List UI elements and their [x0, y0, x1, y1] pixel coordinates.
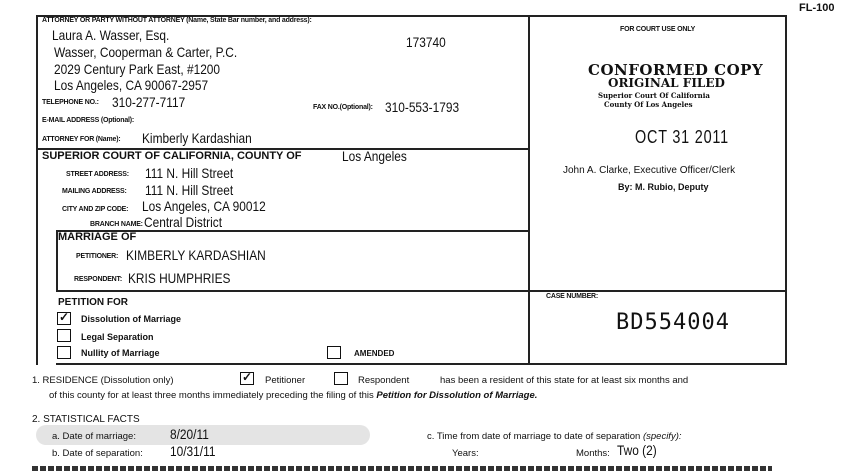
date-of-marriage-value: 8/20/11 [170, 426, 209, 442]
attorney-for-label: ATTORNEY FOR (Name): [42, 136, 121, 143]
deputy-name: By: M. Rubio, Deputy [618, 182, 709, 192]
checkmark-icon: ✓ [59, 310, 70, 324]
attorney-for-value: Kimberly Kardashian [142, 130, 252, 146]
caption-left-border [36, 15, 38, 365]
years-label: Years: [452, 448, 479, 459]
specify-text: (specify): [642, 431, 682, 442]
petitioner-value: KIMBERLY KARDASHIAN [126, 247, 266, 263]
fax-label: FAX NO.(Optional): [313, 104, 373, 111]
mailing-address-label: MAILING ADDRESS: [62, 188, 127, 195]
months-label: Months: [576, 448, 610, 459]
attorney-header-label: ATTORNEY OR PARTY WITHOUT ATTORNEY (Name, State Bar number, and address): [42, 17, 312, 24]
case-number-label: CASE NUMBER: [546, 293, 599, 300]
respondent-label: RESPONDENT: [74, 276, 122, 283]
checkmark-icon: ✓ [242, 370, 253, 384]
stamp-county: County Of Los Angeles [604, 100, 693, 109]
date-of-separation-label: b. Date of separation: [52, 448, 143, 459]
stamp-superior-court: Superior Court Of California [598, 91, 710, 100]
petition-title-italic: Petition for Dissolution of Marriage. [376, 390, 538, 401]
residence-respondent-checkbox[interactable] [334, 372, 348, 385]
date-of-marriage-label: a. Date of marriage: [52, 431, 136, 442]
fax-value: 310-553-1793 [385, 99, 460, 115]
email-label: E-MAIL ADDRESS (Optional): [42, 117, 135, 124]
court-label: SUPERIOR COURT OF CALIFORNIA, COUNTY OF [42, 150, 302, 162]
branch-name-label: BRANCH NAME: [90, 221, 143, 228]
residence-petitioner-label: Petitioner [265, 375, 306, 386]
case-number-value: BD554004 [616, 310, 730, 335]
telephone-label: TELEPHONE NO.: [42, 99, 99, 106]
months-value: Two (2) [617, 442, 657, 458]
dissolution-checkbox[interactable] [57, 312, 71, 325]
residence-respondent-label: Respondent [358, 375, 410, 386]
street-address-label: STREET ADDRESS: [66, 171, 129, 178]
residence-requirement-text: of this county for at least three months immediately preceding the filing of this [49, 390, 377, 401]
legal-separation-label: Legal Separation [81, 332, 154, 342]
date-of-separation-value: 10/31/11 [170, 443, 216, 459]
attorney-address2: Los Angeles, CA 90067-2957 [54, 77, 209, 93]
attorney-firm: Wasser, Cooperman & Carter, P.C. [54, 44, 238, 60]
stamp-conformed-copy: CONFORMED COPY [588, 61, 764, 79]
nullity-label: Nullity of Marriage [81, 348, 160, 358]
court-county: Los Angeles [342, 148, 407, 164]
legal-separation-checkbox[interactable] [57, 329, 71, 342]
filed-date: OCT 31 2011 [635, 127, 729, 147]
mailing-address-value: 111 N. Hill Street [145, 182, 234, 198]
caption-right-border [785, 15, 787, 365]
statistical-facts-title: 2. STATISTICAL FACTS [32, 414, 140, 425]
time-between-text: c. Time from date of marriage to date of separation [427, 431, 641, 442]
petition-divider [56, 290, 785, 292]
marriage-title: MARRIAGE OF [58, 231, 137, 243]
street-address-value: 111 N. Hill Street [145, 165, 234, 181]
residence-text: 1. RESIDENCE (Dissolution only) [32, 375, 174, 386]
residence-petitioner-checkbox[interactable] [240, 372, 254, 385]
court-use-label: FOR COURT USE ONLY [620, 26, 696, 33]
clerk-name: John A. Clarke, Executive Officer/Clerk [563, 165, 736, 176]
city-zip-value: Los Angeles, CA 90012 [142, 198, 266, 214]
attorney-bar-number: 173740 [406, 34, 446, 50]
time-between-label [427, 431, 682, 442]
amended-checkbox[interactable] [327, 346, 341, 359]
respondent-value: KRIS HUMPHRIES [128, 270, 231, 286]
branch-name-value: Central District [144, 214, 223, 230]
dissolution-label: Dissolution of Marriage [81, 314, 182, 324]
nullity-checkbox[interactable] [57, 346, 71, 359]
city-zip-label: CITY AND ZIP CODE: [62, 206, 129, 213]
attorney-name: Laura A. Wasser, Esq. [52, 27, 170, 43]
petitioner-label: PETITIONER: [76, 253, 119, 260]
form-id: FL-100 [799, 2, 835, 14]
stamp-original-filed: ORIGINAL FILED [608, 76, 725, 90]
petition-title: PETITION FOR [58, 297, 128, 308]
caption-divider-vertical [528, 15, 530, 365]
attorney-address1: 2029 Century Park East, #1200 [54, 61, 221, 77]
caption-bottom-border [56, 363, 785, 365]
amended-label: AMENDED [354, 349, 395, 358]
cutoff-next-line [32, 466, 772, 471]
telephone-value: 310-277-7117 [112, 94, 186, 110]
residence-requirement-line2 [49, 390, 537, 401]
residence-requirement-line1: has been a resident of this state for at least six months and [440, 375, 689, 386]
